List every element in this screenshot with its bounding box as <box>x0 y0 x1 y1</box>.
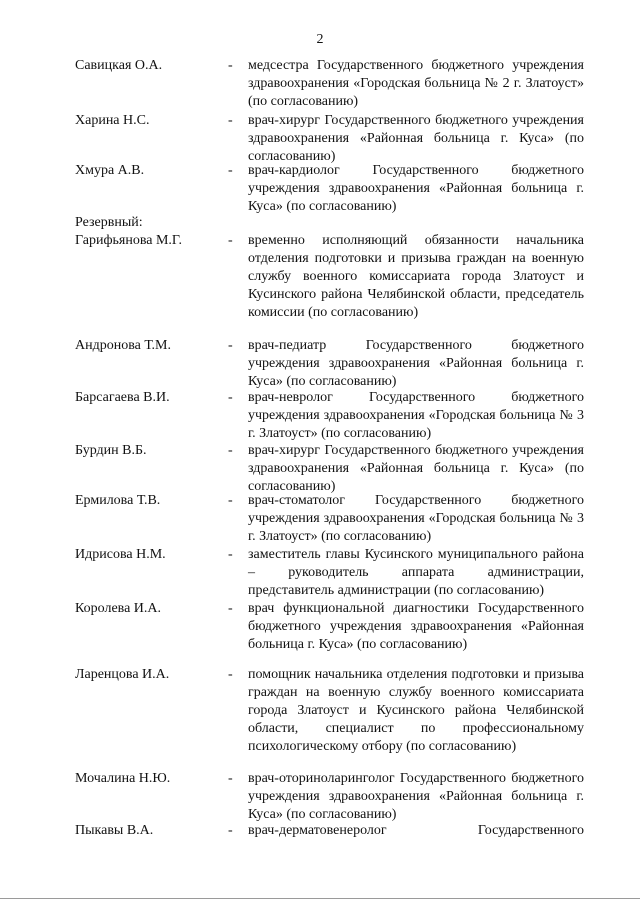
dash-separator: - <box>228 163 233 178</box>
person-name: Барсагаева В.И. <box>75 390 170 405</box>
dash-separator: - <box>228 58 233 73</box>
person-name: Харина Н.С. <box>75 113 150 128</box>
person-description: медсестра Государственного бюджетного учреждения здравоохранения «Городская больница № 2 г. Златоуст» (по согласованию) <box>248 58 584 109</box>
person-description: врач функциональной диагностики Государственного бюджетного учреждения здравоохранения «Районная больница г. Куса» (по согласованию) <box>248 601 584 652</box>
dash-separator: - <box>228 443 233 458</box>
page-bottom-edge <box>0 898 640 899</box>
reserve-label: Резервный: <box>75 215 143 230</box>
person-name: Идрисова Н.М. <box>75 547 166 562</box>
person-name: Бурдин В.Б. <box>75 443 147 458</box>
dash-separator: - <box>228 493 233 508</box>
person-name: Королева И.А. <box>75 601 162 616</box>
person-description: помощник начальника отделения подготовки и призыва граждан на военную службу военного комиссариата города Златоуст и Кусинского района Челябинской области, специалист по профессиональному психологическому отбору (по согласованию) <box>248 667 584 754</box>
dash-separator: - <box>228 823 233 838</box>
dash-separator: - <box>228 547 233 562</box>
dash-separator: - <box>228 338 233 353</box>
dash-separator: - <box>228 667 233 682</box>
person-name: Савицкая О.А. <box>75 58 163 73</box>
dash-separator: - <box>228 771 233 786</box>
person-description: врач-невролог Государственного бюджетного учреждения здравоохранения «Городская больница № 3 г. Златоуст» (по согласованию) <box>248 390 584 441</box>
person-name: Мочалина Н.Ю. <box>75 771 171 786</box>
person-description: временно исполняющий обязанности начальника отделения подготовки и призыва граждан на военную службу военного комиссариата города Златоуст и Кусинского района Челябинской области, председатель комиссии (по согласованию) <box>248 233 584 320</box>
dash-separator: - <box>228 390 233 405</box>
person-description: врач-кардиолог Государственного бюджетного учреждения здравоохранения «Районная больница г. Куса» (по согласованию) <box>248 163 584 214</box>
person-name: Ермилова Т.В. <box>75 493 161 508</box>
person-name: Пыкавы В.А. <box>75 823 154 838</box>
dash-separator: - <box>228 233 233 248</box>
person-name: Андронова Т.М. <box>75 338 171 353</box>
dash-separator: - <box>228 601 233 616</box>
person-description: врач-дерматовенеролог Государственного <box>248 823 584 838</box>
dash-separator: - <box>228 113 233 128</box>
person-description: заместитель главы Кусинского муниципального района – руководитель аппарата администрации, представитель администрации (по согласованию) <box>248 547 584 598</box>
page-number: 2 <box>316 32 324 47</box>
person-description: врач-педиатр Государственного бюджетного учреждения здравоохранения «Районная больница г. Куса» (по согласованию) <box>248 338 584 389</box>
person-name: Гарифьянова М.Г. <box>75 233 182 248</box>
person-name: Хмура А.В. <box>75 163 145 178</box>
person-description: врач-хирург Государственного бюджетного учреждения здравоохранения «Районная больница г. Куса» (по согласованию) <box>248 443 584 494</box>
person-description: врач-хирург Государственного бюджетного учреждения здравоохранения «Районная больница г. Куса» (по согласованию) <box>248 113 584 164</box>
person-name: Ларенцова И.А. <box>75 667 170 682</box>
person-description: врач-оториноларинголог Государственного бюджетного учреждения здравоохранения «Районная больница г. Куса» (по согласованию) <box>248 771 584 822</box>
person-description: врач-стоматолог Государственного бюджетного учреждения здравоохранения «Городская больница № 3 г. Златоуст» (по согласованию) <box>248 493 584 544</box>
